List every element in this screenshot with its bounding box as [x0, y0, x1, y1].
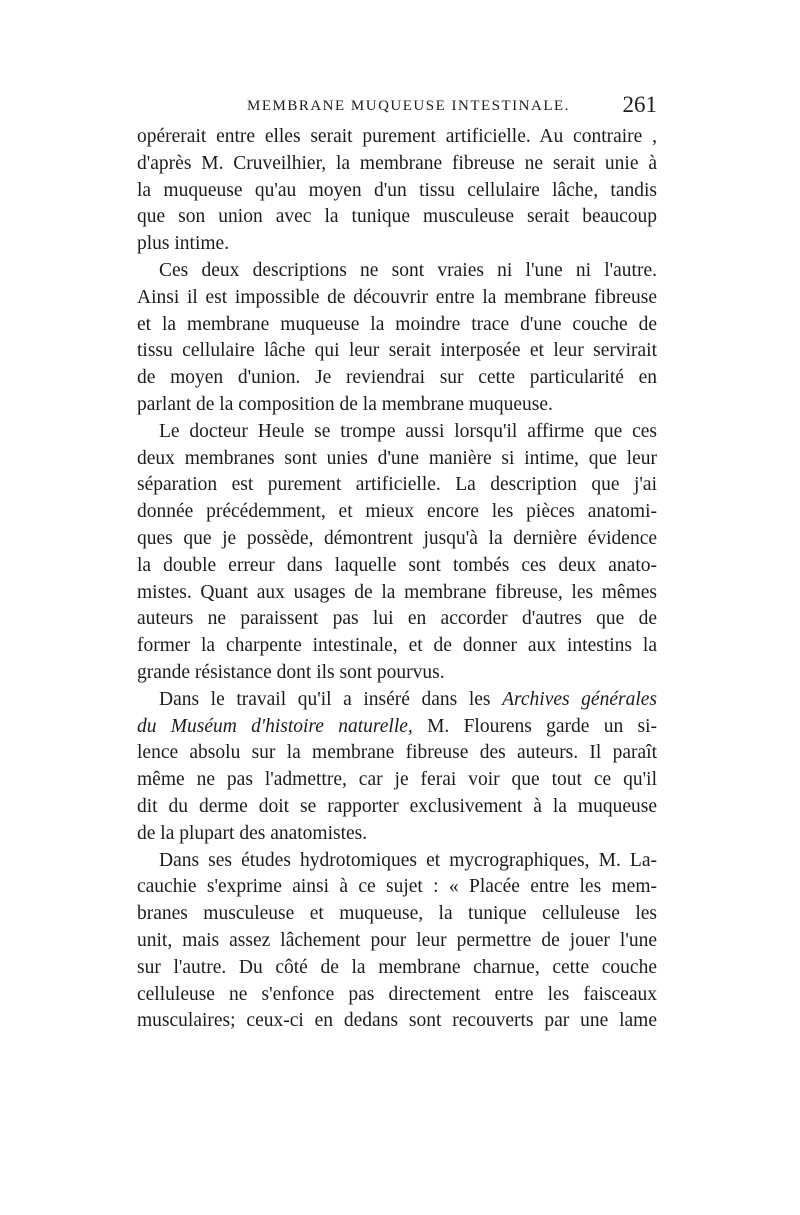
text-line: musculaires; ceux-ci en dedans sont recouverts par une lame — [137, 1010, 657, 1032]
text-line: de la plupart des anatomistes. — [137, 822, 368, 844]
text-line: dit du derme doit se rapporter exclusivement à la muqueuse — [137, 795, 657, 817]
text-line: même ne pas l'admettre, car je ferai voir que tout ce qu'il — [137, 769, 657, 791]
text-line: mistes. Quant aux usages de la membrane fibreuse, les mêmes — [137, 581, 657, 603]
text-line: et la membrane muqueuse la moindre trace d'une couche de — [137, 313, 657, 335]
page-number: 261 — [622, 92, 657, 117]
text-line: Le docteur Heule se trompe aussi lorsqu'il affirme que ces — [159, 420, 657, 442]
text-line: la double erreur dans laquelle sont tombés ces deux anato- — [137, 554, 657, 576]
text-line — [137, 714, 657, 741]
text-line: ques que je possède, démontrent jusqu'à la dernière évidence — [137, 527, 657, 549]
text-line: tissu cellulaire lâche qui leur serait interposée et leur servirait — [137, 340, 657, 362]
text-line: celluleuse ne s'enfonce pas directement entre les faisceaux — [137, 983, 657, 1005]
text-line: que son union avec la tunique musculeuse serait beaucoup — [137, 206, 657, 228]
text-line: séparation est purement artificielle. La description que j'ai — [137, 474, 657, 496]
italic-title: du Muséum d'histoire naturelle, — [137, 715, 413, 737]
text-line: deux membranes sont unies d'une manière si intime, que leur — [137, 447, 657, 469]
text-line: Ainsi il est impossible de découvrir entre la membrane fibreuse — [137, 286, 657, 308]
text-line: grande résistance dont ils sont pourvus. — [137, 661, 445, 683]
body-text — [137, 124, 657, 1035]
text-line: auteurs ne paraissent pas lui en accorder d'autres que de — [137, 608, 657, 630]
text-line: cauchie s'exprime ainsi à ce sujet : « Placée entre les mem- — [137, 876, 657, 898]
text-line: Ces deux descriptions ne sont vraies ni l'une ni l'autre. — [159, 259, 657, 281]
text-line: branes musculeuse et muqueuse, la tunique celluleuse les — [137, 903, 657, 925]
running-title: MEMBRANE MUQUEUSE INTESTINALE. — [247, 98, 570, 114]
text-fragment: Dans le travail qu'il a inséré dans les — [159, 688, 503, 710]
text-fragment: M. Flourens garde un si- — [412, 715, 657, 737]
running-head — [137, 92, 657, 120]
text-line: d'après M. Cruveilhier, la membrane fibreuse ne serait unie à — [137, 152, 657, 174]
text-line: la muqueuse qu'au moyen d'un tissu cellulaire lâche, tandis — [137, 179, 657, 201]
text-line: unit, mais assez lâchement pour leur permettre de jouer l'une — [137, 929, 657, 951]
text-line: parlant de la composition de la membrane muqueuse. — [137, 393, 553, 415]
text-line: opérerait entre elles serait purement artificielle. Au contraire , — [137, 126, 657, 147]
text-line: donnée précédemment, et mieux encore les pièces anatomi- — [137, 501, 657, 523]
text-line — [137, 687, 657, 714]
text-line: Dans ses études hydrotomiques et mycrographiques, M. La- — [159, 849, 657, 871]
text-line: sur l'autre. Du côté de la membrane charnue, cette couche — [137, 956, 657, 978]
text-line: former la charpente intestinale, et de donner aux intestins la — [137, 635, 657, 657]
text-line: de moyen d'union. Je reviendrai sur cette particularité en — [137, 367, 657, 389]
text-line: lence absolu sur la membrane fibreuse des auteurs. Il paraît — [137, 742, 657, 764]
italic-title: Archives générales — [502, 688, 657, 710]
text-line: plus intime. — [137, 233, 230, 255]
